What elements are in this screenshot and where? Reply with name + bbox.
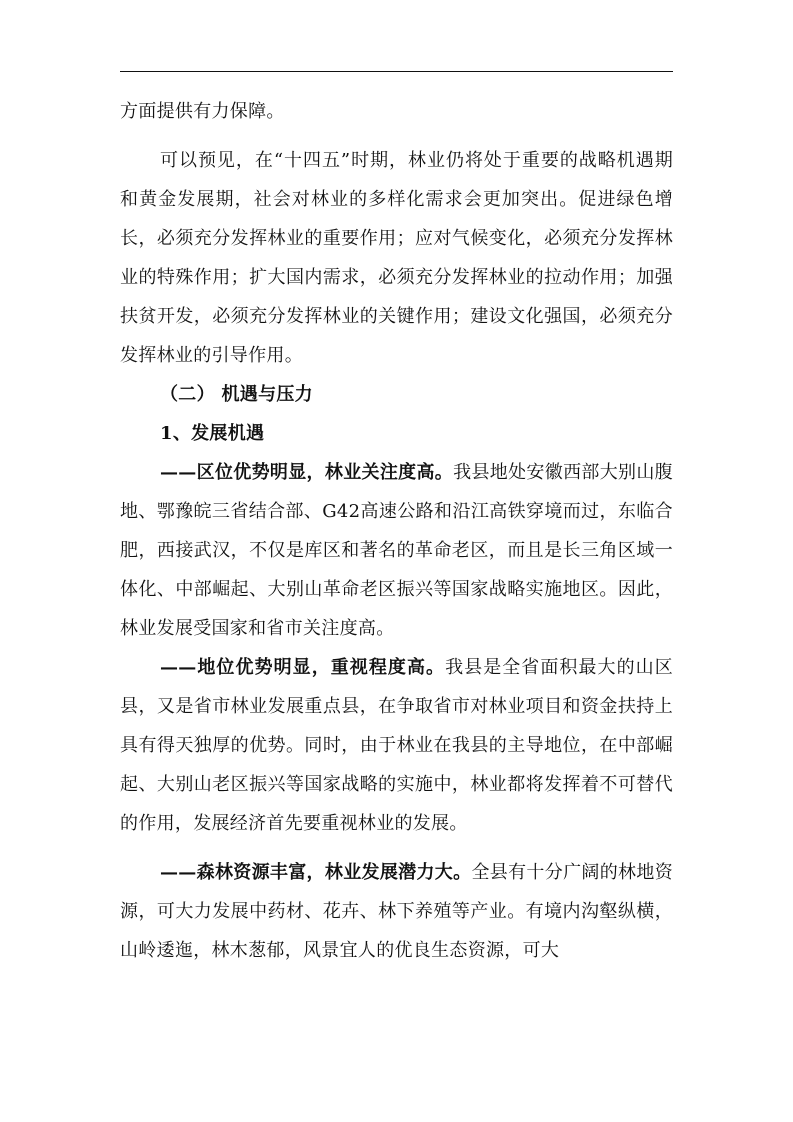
paragraph-resource-advantage	[120, 853, 673, 970]
subsection-heading: 1、发展机遇	[160, 423, 265, 444]
paragraph-continuation: 方面提供有力保障。	[120, 101, 285, 122]
paragraph-lead: ——区位优势明显，林业关注度高。	[160, 462, 454, 483]
paragraph-status-advantage	[120, 648, 673, 843]
header-rule	[120, 71, 673, 72]
paragraph-text: 我县是全省面积最大的山区县，又是省市林业发展重点县，在争取省市对林业项目和资金扶持上具有得天独厚的优势。同时，由于林业在我县的主导地位，在中部崛起、大别山老区振兴等国家战略的实施中，林业都将发挥着不可替代的作用，发展经济首先要重视林业的发展。	[120, 657, 673, 834]
document-body	[120, 92, 673, 970]
paragraph-text: 我县地处安徽西部大别山腹地、鄂豫皖三省结合部、G42高速公路和沿江高铁穿境而过，东临合肥，西接武汉，不仅是库区和著名的革命老区，而且是长三角区域一体化、中部崛起、大别山革命老区振兴等国家战略实施地区。因此，林业发展受国家和省市关注度高。	[120, 462, 673, 639]
paragraph-outlook: 可以预见，在“十四五”时期，林业仍将处于重要的战略机遇期和黄金发展期，社会对林业的多样化需求会更加突出。促进绿色增长，必须充分发挥林业的重要作用；应对气候变化，必须充分发挥林业的特殊作用；扩大国内需求，必须充分发挥林业的拉动作用；加强扶贫开发，必须充分发挥林业的关键作用；建设文化强国，必须充分发挥林业的引导作用。	[120, 150, 673, 366]
paragraph-lead: ——地位优势明显，重视程度高。	[160, 657, 446, 678]
paragraph-text: 全县有十分广阔的林地资源，可大力发展中药材、花卉、林下养殖等产业。有境内沟壑纵横，山岭逶迤，林木葱郁，风景宜人的优良生态资源，可大	[120, 862, 673, 961]
paragraph-location-advantage	[120, 453, 673, 648]
section-heading: （二） 机遇与压力	[160, 384, 313, 405]
paragraph-lead: ——森林资源丰富，林业发展潜力大。	[160, 862, 472, 883]
